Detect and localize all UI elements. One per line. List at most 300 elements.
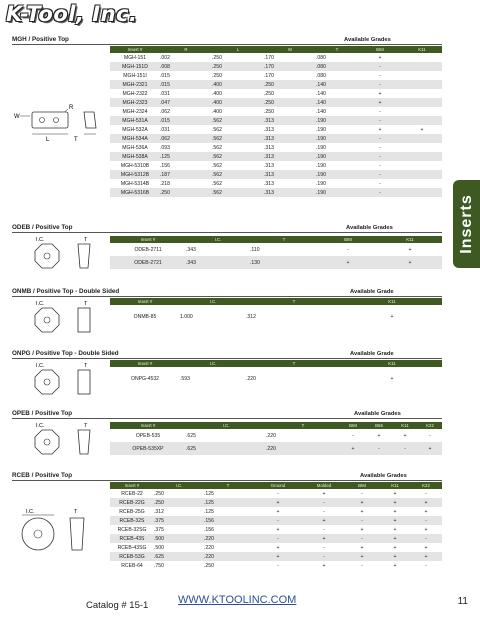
dim-label-t: T — [74, 509, 78, 515]
page-number: 11 — [457, 596, 468, 607]
column-header: T — [204, 482, 252, 489]
table-cell: RCEB-32SG — [117, 526, 147, 533]
dim-label-t: T — [84, 301, 88, 307]
table-row — [110, 305, 442, 329]
section-opeb — [12, 408, 442, 460]
table-cell: - — [304, 498, 344, 507]
table-cell: .002 — [160, 54, 170, 61]
table-cell: .343 — [186, 246, 196, 253]
dim-label-l: L — [46, 137, 50, 143]
website-link[interactable]: WWW.KTOOLINC.COM — [178, 594, 297, 606]
table-cell: - — [252, 534, 304, 543]
onmb-body — [110, 305, 442, 329]
dim-label-t: T — [84, 423, 88, 429]
column-header: K22 — [410, 482, 442, 489]
column-header: I.C. — [180, 360, 246, 367]
table-cell: - — [323, 526, 325, 533]
table-cell: .375 — [154, 526, 164, 533]
table-row — [110, 134, 442, 143]
table-cell: - — [358, 116, 402, 125]
onpg-header-row — [110, 360, 442, 367]
table-cell: - — [358, 134, 402, 143]
table-cell: .562 — [212, 134, 264, 143]
table-cell: - — [323, 544, 325, 551]
column-header: Insert # — [110, 422, 186, 429]
table-cell: .190 — [316, 116, 358, 125]
table-cell: .313 — [264, 188, 316, 197]
table-cell: .250 — [154, 490, 164, 497]
column-header: K22 — [418, 422, 442, 429]
grades-title: Available Grade — [350, 351, 394, 357]
table-cell — [402, 98, 442, 107]
table-cell: + — [252, 498, 304, 507]
odeb-body — [110, 243, 442, 269]
table-cell: + — [340, 442, 366, 455]
column-header: Molded — [304, 482, 344, 489]
table-cell: + — [322, 562, 326, 569]
table-cell: .125 — [204, 508, 214, 515]
table-cell: .015 — [160, 72, 170, 79]
column-header: BIM — [358, 46, 402, 53]
table-cell: + — [380, 534, 410, 543]
column-header: Ground — [252, 482, 304, 489]
table-cell: MGH-151 — [123, 54, 147, 61]
dim-label-ic: I.C. — [36, 301, 45, 307]
table-cell: .125 — [204, 490, 214, 497]
table-cell: .250 — [264, 90, 274, 97]
table-cell: MGH-534A — [110, 134, 160, 143]
table-cell: .220 — [246, 376, 256, 382]
table-cell: .313 — [264, 162, 274, 169]
table-row — [110, 53, 442, 62]
table-cell: MGH-5312B — [110, 170, 160, 179]
table-cell: .400 — [212, 98, 264, 107]
table-cell: + — [393, 508, 397, 515]
table-cell: .562 — [212, 170, 264, 179]
table-cell: + — [304, 516, 344, 525]
section-onpg — [12, 348, 442, 398]
rceb-body — [110, 489, 442, 570]
table-cell: - — [361, 562, 363, 569]
table-row — [110, 561, 442, 570]
table-row — [110, 80, 442, 89]
table-cell: - — [304, 552, 344, 561]
opeb-body — [110, 429, 442, 455]
table-cell: - — [358, 188, 402, 197]
table-cell: + — [393, 544, 397, 551]
table-cell: .140 — [316, 90, 326, 97]
dim-label-ic: I.C. — [36, 423, 45, 429]
table-cell: .625 — [154, 552, 204, 561]
table-cell: .110 — [250, 246, 260, 253]
table-cell: + — [276, 526, 280, 533]
table-cell: .625 — [186, 432, 196, 439]
table-cell: MGH-5316B — [110, 188, 160, 197]
table-cell: 1.000 — [180, 314, 193, 320]
table-cell: - — [277, 562, 279, 569]
brand-logo: K-Tool, Inc. — [6, 2, 138, 26]
table-cell: .080 — [316, 62, 358, 71]
table-row — [110, 107, 442, 116]
table-cell: .062 — [160, 108, 170, 115]
table-cell — [402, 161, 442, 170]
table-cell: - — [425, 562, 427, 569]
table-row — [110, 62, 442, 71]
table-cell: ODEB-2721 — [110, 256, 186, 269]
table-cell: RCEB-22G — [110, 498, 154, 507]
onpg-insert-diagram — [12, 360, 102, 398]
table-cell: - — [379, 108, 381, 115]
column-header: K11 — [378, 236, 442, 243]
table-cell: - — [323, 508, 325, 515]
table-cell: .250 — [264, 108, 274, 115]
column-header: K11 — [342, 298, 442, 305]
table-cell: .250 — [204, 562, 214, 569]
table-cell — [402, 62, 442, 71]
column-header: T — [250, 236, 318, 243]
section-tab-inserts — [453, 180, 480, 268]
table-row — [110, 243, 442, 256]
table-cell: MGH-5310B — [120, 162, 150, 169]
table-cell: + — [304, 534, 344, 543]
table-cell: .031 — [160, 126, 170, 133]
table-cell: + — [344, 552, 380, 561]
table-cell: .250 — [212, 72, 222, 79]
onmb-table — [110, 298, 442, 329]
table-cell: + — [360, 526, 364, 533]
column-header: I.C. — [180, 298, 246, 305]
table-cell: MGH-2321 — [110, 80, 160, 89]
table-cell: + — [380, 498, 410, 507]
dim-label-ic: I.C. — [36, 237, 45, 243]
column-header: I.C. — [186, 422, 266, 429]
column-header: T — [316, 46, 358, 53]
opeb-insert-diagram — [12, 420, 102, 458]
table-cell: .080 — [316, 54, 326, 61]
table-cell: + — [424, 544, 428, 551]
table-cell: MGH-531A — [110, 116, 160, 125]
column-header: T — [246, 298, 342, 305]
onmb-insert-diagram — [12, 298, 102, 336]
section-odeb — [12, 222, 442, 272]
table-cell: .313 — [264, 170, 316, 179]
column-header: B66 — [366, 422, 392, 429]
opeb-table — [110, 422, 442, 455]
table-cell: - — [410, 516, 442, 525]
section-title: RCEB / Positive Top — [12, 472, 73, 479]
table-cell: MGH-532A — [122, 126, 148, 133]
table-cell: ONMB-85 — [133, 314, 157, 320]
table-cell: .220 — [266, 442, 340, 455]
section-header — [12, 286, 442, 297]
table-cell: .750 — [154, 562, 164, 569]
table-cell: + — [420, 126, 424, 133]
table-cell: - — [252, 516, 304, 525]
table-cell: .313 — [264, 116, 316, 125]
catalog-number: Catalog # 15-1 — [86, 600, 149, 611]
table-row — [110, 188, 442, 197]
table-cell: .250 — [154, 498, 204, 507]
column-header: I.C. — [154, 482, 204, 489]
table-cell: .625 — [186, 442, 266, 455]
table-cell: .562 — [212, 162, 222, 169]
column-header: Insert # — [110, 482, 154, 489]
column-header: K11 — [392, 422, 418, 429]
table-cell: - — [366, 442, 392, 455]
table-cell: .562 — [212, 180, 222, 187]
table-cell: .220 — [204, 534, 252, 543]
column-header: Insert # — [110, 236, 186, 243]
column-header: Insert # — [110, 360, 180, 367]
table-row — [110, 507, 442, 516]
table-cell: .130 — [250, 256, 318, 269]
table-row — [110, 71, 442, 80]
table-cell — [402, 134, 442, 143]
table-cell: .190 — [316, 180, 326, 187]
table-cell: .313 — [264, 144, 274, 151]
table-row — [110, 442, 442, 455]
table-cell: OPEB-535XP — [110, 442, 186, 455]
mgh-header-row — [110, 46, 442, 53]
table-cell: - — [379, 144, 381, 151]
section-title: ONMB / Positive Top - Double Sided — [12, 288, 120, 295]
table-cell: .190 — [316, 126, 326, 133]
table-cell: .187 — [160, 170, 212, 179]
table-cell: - — [379, 72, 381, 79]
table-cell: + — [393, 526, 397, 533]
odeb-insert-diagram — [12, 234, 102, 272]
column-header: I.C. — [186, 236, 250, 243]
table-cell: .250 — [264, 98, 316, 107]
table-cell: + — [380, 552, 410, 561]
table-cell: - — [358, 152, 402, 161]
table-cell: + — [410, 498, 442, 507]
table-cell: - — [344, 516, 380, 525]
table-cell: .080 — [316, 72, 326, 79]
table-cell — [402, 170, 442, 179]
table-cell: .593 — [180, 376, 190, 382]
table-cell: MGH-5314B — [120, 180, 150, 187]
table-cell: .047 — [160, 98, 212, 107]
table-cell: .220 — [266, 432, 276, 439]
table-cell: ODEB-2711 — [134, 246, 162, 253]
table-cell: RCEB-43S — [110, 534, 154, 543]
table-row — [110, 525, 442, 534]
column-header: BIM — [344, 482, 380, 489]
table-cell — [402, 143, 442, 152]
table-cell: .190 — [316, 134, 358, 143]
rceb-table — [110, 482, 442, 570]
table-cell: .140 — [316, 108, 326, 115]
table-cell: RCEB-64 — [121, 562, 143, 569]
column-header: T — [246, 360, 342, 367]
table-cell — [402, 179, 442, 188]
column-header: BIM — [340, 422, 366, 429]
table-cell: + — [393, 490, 397, 497]
table-cell: .190 — [316, 188, 358, 197]
table-cell: MGH-2324 — [122, 108, 148, 115]
table-cell: - — [344, 534, 380, 543]
table-cell: .312 — [246, 314, 256, 320]
table-cell: + — [358, 98, 402, 107]
table-cell: - — [358, 80, 402, 89]
section-header — [12, 348, 442, 359]
column-header: L — [212, 46, 264, 53]
table-cell: + — [390, 376, 394, 382]
table-cell: - — [347, 246, 349, 253]
column-header: BIM — [318, 236, 378, 243]
section-title: MGH / Positive Top — [12, 36, 69, 43]
mgh-table — [110, 46, 442, 197]
table-cell: + — [252, 552, 304, 561]
dim-label-w: W — [14, 114, 20, 120]
table-row — [110, 516, 442, 525]
table-cell — [402, 152, 442, 161]
table-cell: .250 — [264, 80, 316, 89]
table-cell: .500 — [154, 534, 204, 543]
table-row — [110, 367, 442, 391]
table-row — [110, 152, 442, 161]
table-row — [110, 143, 442, 152]
grades-title: Available Grades — [344, 37, 391, 43]
section-rceb — [12, 470, 442, 580]
table-row — [110, 534, 442, 543]
table-cell: MGH-538A — [110, 152, 160, 161]
table-cell: + — [378, 126, 382, 133]
table-cell: .250 — [212, 54, 222, 61]
table-cell: + — [276, 544, 280, 551]
table-cell: .015 — [160, 116, 212, 125]
table-row — [110, 125, 442, 134]
column-header: T — [266, 422, 340, 429]
table-cell: + — [344, 498, 380, 507]
table-cell — [402, 188, 442, 197]
column-header: Insert # — [110, 298, 180, 305]
mgh-insert-diagram — [12, 100, 107, 152]
table-cell: + — [360, 544, 364, 551]
table-cell: .562 — [212, 126, 222, 133]
table-cell: ONPG-4532 — [130, 376, 160, 382]
table-cell: .190 — [316, 162, 326, 169]
table-cell: - — [392, 442, 418, 455]
column-header: W — [264, 46, 316, 53]
grades-title: Available Grades — [346, 225, 393, 231]
table-cell: .140 — [316, 80, 358, 89]
table-row — [110, 170, 442, 179]
table-cell: + — [424, 508, 428, 515]
table-cell: .190 — [316, 170, 358, 179]
column-header: K11 — [402, 46, 442, 53]
table-cell: .015 — [160, 80, 212, 89]
table-cell: - — [358, 62, 402, 71]
table-cell: .156 — [204, 516, 252, 525]
table-cell: - — [379, 162, 381, 169]
table-cell: - — [361, 490, 363, 497]
table-cell: .220 — [204, 544, 214, 551]
onmb-header-row — [110, 298, 442, 305]
table-cell: + — [393, 562, 397, 569]
mgh-body — [110, 53, 442, 197]
table-cell: - — [358, 170, 402, 179]
table-cell: .313 — [264, 180, 274, 187]
table-cell: - — [277, 490, 279, 497]
table-row — [110, 179, 442, 188]
section-title: ONPG / Positive Top - Double Sided — [12, 350, 119, 357]
column-header: R — [160, 46, 212, 53]
table-cell: .140 — [316, 98, 358, 107]
section-title: OPEB / Positive Top — [12, 410, 73, 417]
table-cell: MGH-2323 — [110, 98, 160, 107]
dim-label-t: T — [84, 363, 88, 369]
table-cell: RCEB-22 — [121, 490, 143, 497]
table-cell — [402, 80, 442, 89]
table-cell — [402, 89, 442, 98]
table-cell: + — [378, 256, 442, 269]
table-cell: RCEB-53G — [110, 552, 154, 561]
dim-label-ic: I.C. — [36, 363, 45, 369]
odeb-table — [110, 236, 442, 269]
table-cell: + — [378, 90, 382, 97]
table-cell: RCEB-43SG — [117, 544, 147, 551]
table-cell: + — [403, 432, 407, 439]
table-row — [110, 89, 442, 98]
table-cell: .500 — [154, 544, 164, 551]
grades-title: Available Grades — [360, 473, 407, 479]
table-cell: + — [418, 442, 442, 455]
table-cell: .313 — [264, 134, 316, 143]
table-cell: .031 — [160, 90, 170, 97]
table-row — [110, 489, 442, 498]
table-cell: .562 — [212, 116, 264, 125]
table-cell: .170 — [264, 54, 274, 61]
table-cell: - — [352, 432, 354, 439]
table-cell: .125 — [160, 152, 212, 161]
table-row — [110, 256, 442, 269]
table-cell: .170 — [264, 72, 274, 79]
table-cell: .190 — [316, 152, 358, 161]
table-cell: - — [379, 180, 381, 187]
table-cell: .170 — [264, 62, 316, 71]
table-cell: .190 — [316, 144, 326, 151]
dim-label-t: T — [84, 237, 88, 243]
table-cell: + — [377, 432, 381, 439]
table-cell: .156 — [204, 526, 214, 533]
table-cell: .220 — [204, 552, 252, 561]
table-row — [110, 161, 442, 170]
section-onmb — [12, 286, 442, 336]
table-row — [110, 98, 442, 107]
table-cell: .313 — [264, 152, 316, 161]
dim-label-r: R — [69, 105, 74, 111]
section-header — [12, 34, 442, 45]
opeb-header-row — [110, 422, 442, 429]
section-header — [12, 408, 442, 419]
table-cell: OPEB-535 — [135, 432, 161, 439]
table-row — [110, 552, 442, 561]
table-cell: .250 — [160, 188, 212, 197]
column-header: Insert # — [110, 46, 160, 53]
table-cell: .156 — [160, 162, 170, 169]
table-cell: + — [410, 552, 442, 561]
table-cell: .312 — [154, 508, 164, 515]
table-cell: .562 — [212, 188, 264, 197]
table-cell: + — [378, 54, 382, 61]
table-row — [110, 498, 442, 507]
table-cell: .250 — [212, 62, 264, 71]
table-cell: + — [276, 508, 280, 515]
section-tab-label: Inserts — [457, 194, 475, 254]
table-cell: .375 — [154, 516, 204, 525]
